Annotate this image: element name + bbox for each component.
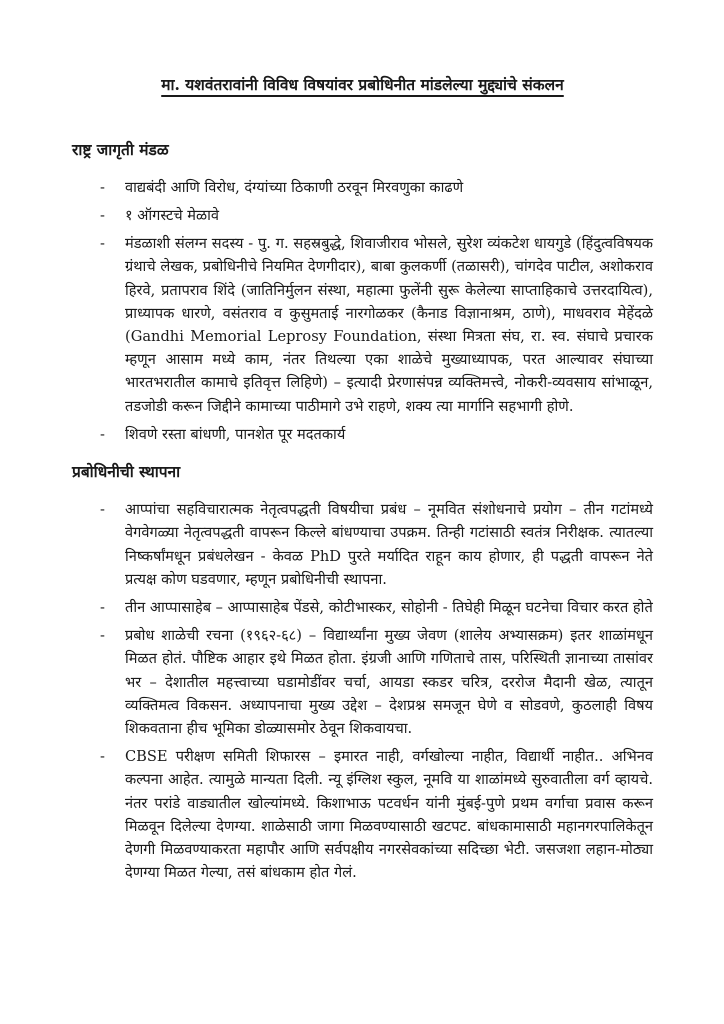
bullet-dash: - [100, 627, 105, 645]
bullet-dash: - [100, 501, 105, 519]
list-item [100, 423, 653, 446]
bullet-dash: - [100, 207, 105, 225]
section-rashtra-jagruti-mandal [72, 140, 653, 446]
section-heading: राष्ट्र जागृती मंडळ [72, 139, 169, 159]
bullet-list [72, 498, 653, 884]
list-item [100, 596, 653, 619]
list-item [100, 498, 653, 591]
bullet-text: मंडळाशी संलग्न सदस्य - पु. ग. सहस्रबुद्धे, शिवाजीराव भोसले, सुरेश व्यंकटेश धायगुडे (हिंदुत्वविषयक ग्रंथाचे लेखक, प्रबोधिनीचे नियमित देणगीदार), बाबा कुलकर्णी (तळासरी), चांगदेव पाटील, अशोकराव हिरवे, प्रतापराव शिंदे (जातिनिर्मुलन संस्था, महात्मा फुलेंनी सुरू केलेल्या साप्ताहिकाचे उत्तरदायित्व), प्राध्यापक धारणे, वसंतराव व कुसुमताई नारगोळकर (कैनाड विज्ञानाश्रम, ठाणे), माधवराव मेहेंदळे (Gandhi Memorial Leprosy Foundation, संस्था मित्रता संघ, रा. स्व. संघाचे प्रचारक म्हणून आसाम मध्ये काम, नंतर तिथल्या एका शाळेचे मुख्याध्यापक, परत आल्यावर संघाच्या भारतभरातील कामाचे इतिवृत्त लिहिणे) – इत्यादी प्रेरणासंपन्न व्यक्तिमत्त्वे, नोकरी-व्यवसाय सांभाळून, तडजोडी करून जिद्दीने कामाच्या पाठीमागे उभे राहणे, शक्य त्या मार्गानि सहभागी होणे. [125, 235, 653, 415]
list-item [100, 745, 653, 884]
section-heading: प्रबोधिनीची स्थापना [72, 462, 181, 482]
page-title: मा. यशवंतरावांनी विविध विषयांवर प्रबोधिनीत मांडलेल्या मुद्द्यांचे संकलन [161, 75, 564, 94]
list-item [100, 624, 653, 740]
list-item [100, 176, 653, 199]
bullet-text: तीन आप्पासाहेब – आप्पासाहेब पेंडसे, कोटीभास्कर, सोहोनी - तिघेही मिळून घटनेचा विचार करत होते [125, 599, 653, 617]
bullet-list [72, 176, 653, 446]
list-item [100, 204, 653, 227]
bullet-dash: - [100, 599, 105, 617]
bullet-dash: - [100, 235, 105, 253]
list-item [100, 232, 653, 418]
section-prabodhini-sthapana [72, 462, 653, 884]
bullet-dash: - [100, 425, 105, 443]
bullet-text: १ ऑगस्टचे मेळावे [125, 207, 220, 225]
bullet-text: वाद्यबंदी आणि विरोध, दंग्यांच्या ठिकाणी ठरवून मिरवणुका काढणे [125, 178, 464, 196]
bullet-text: CBSE परीक्षण समिती शिफारस – इमारत नाही, वर्गखोल्या नाहीत, विद्यार्थी नाहीत.. अभिनव कल्पना आहेत. त्यामुळे मान्यता दिली. न्यू इंग्लिश स्कुल, नूमवि या शाळांमध्ये सुरुवातीला वर्ग व्हायचे. नंतर परांडे वाड्यातील खोल्यांमध्ये. किशाभाऊ पटवर्धन यांनी मुंबई-पुणे प्रथम वर्गाचा प्रवास करून मिळवून दिलेल्या देणग्या. शाळेसाठी जागा मिळवण्यासाठी खटपट. बांधकामासाठी महानगरपालिकेतून देणगी मिळवण्याकरता महापौर आणि सर्वपक्षीय नगरसेवकांच्या सदिच्छा भेटी. जसजशा लहान-मोठ्या देणग्या मिळत गेल्या, तसं बांधकाम होत गेलं. [125, 748, 653, 882]
bullet-dash: - [100, 178, 105, 196]
bullet-text: शिवणे रस्ता बांधणी, पानशेत पूर मदतकार्य [125, 425, 346, 443]
bullet-text: आप्पांचा सहविचारात्मक नेतृत्वपद्धती विषयीचा प्रबंध – नूमवित संशोधनाचे प्रयोग – तीन गटांमध्ये वेगवेगळ्या नेतृत्वपद्धती वापरून किल्ले बांधण्याचा उपक्रम. तिन्ही गटांसाठी स्वतंत्र निरीक्षक. त्यातल्या निष्कर्षांमधून प्रबंधलेखन - केवळ PhD पुरते मर्यादित राहून काय होणार, ही पद्धती वापरून नेते प्रत्यक्ष कोण घडवणार, म्हणून प्रबोधिनीची स्थापना. [125, 501, 653, 588]
bullet-text: प्रबोध शाळेची रचना (१९६२-६८) – विद्यार्थ्यांना मुख्य जेवण (शालेय अभ्यासक्रम) इतर शाळांमधून मिळत होतं. पौष्टिक आहार इथे मिळत होता. इंग्रजी आणि गणिताचे तास, परिस्थिती ज्ञानाच्या तासांवर भर – देशातील महत्त्वाच्या घडामोडींवर चर्चा, आयडा स्कडर चरित्र, दररोज मैदानी खेळ, त्यातून व्यक्तिमत्व विकसन. अध्यापनाचा मुख्य उद्देश – देशप्रश्न समजून घेणे व सोडवणे, कुठलाही विषय शिकवताना हीच भूमिका डोळ्यासमोर ठेवून शिकवायचा. [125, 627, 653, 738]
bullet-dash: - [100, 748, 105, 766]
